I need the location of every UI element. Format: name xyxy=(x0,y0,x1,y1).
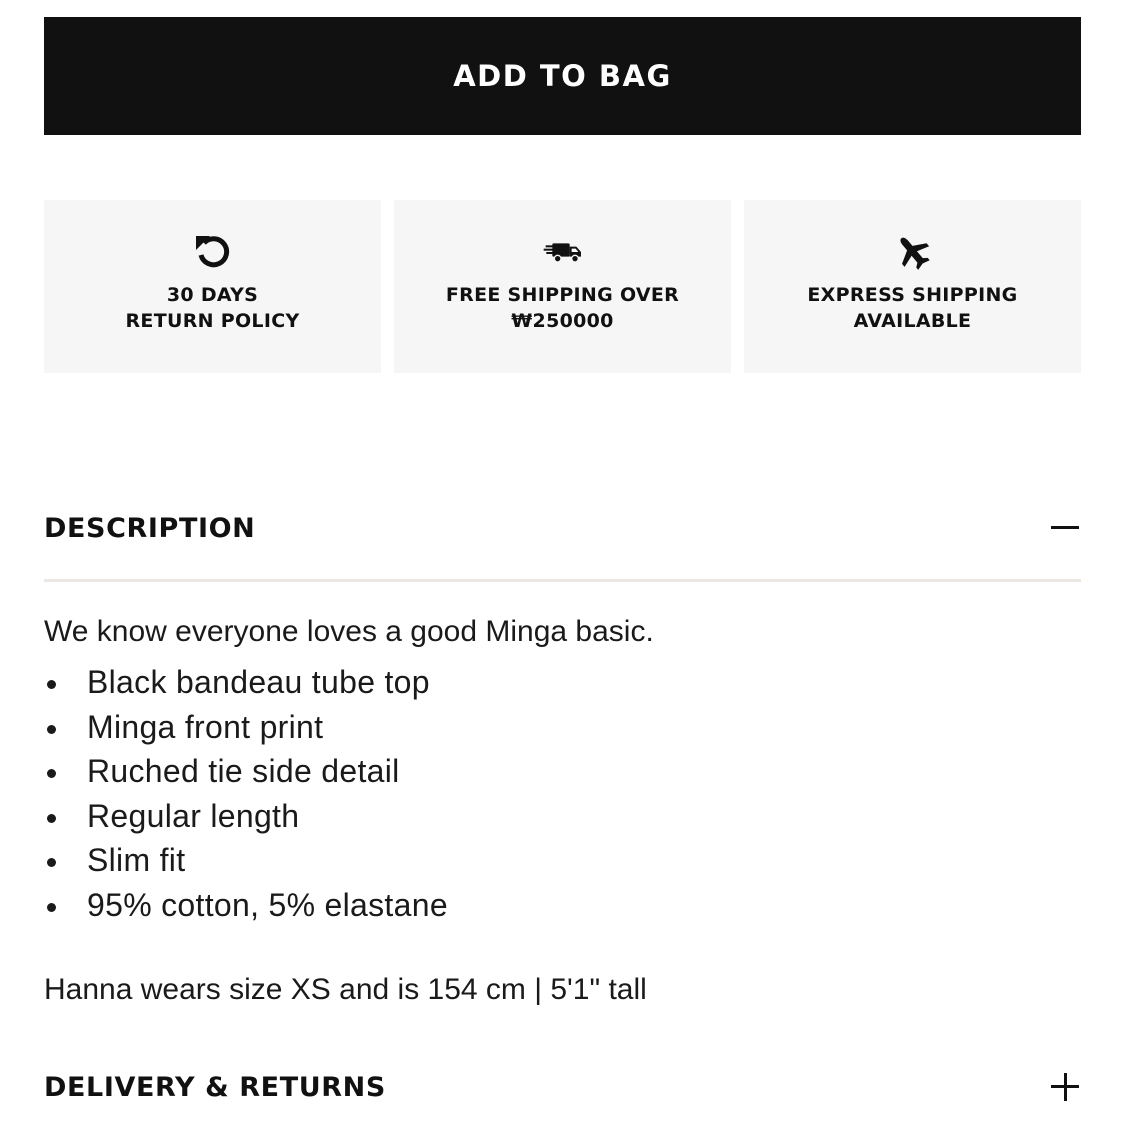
model-size-info: Hanna wears size XS and is 154 cm | 5'1" tall xyxy=(44,973,647,1006)
feature-return-policy xyxy=(44,200,381,373)
feature-express-shipping xyxy=(744,200,1081,373)
minus-icon[interactable] xyxy=(1049,512,1081,544)
list-item xyxy=(44,660,448,705)
list-item-text: Minga front print xyxy=(87,708,324,745)
feature-label: EXPRESS SHIPPING AVAILABLE xyxy=(807,284,1018,332)
feature-free-shipping xyxy=(394,200,731,373)
bullet-icon xyxy=(47,814,56,823)
airplane-icon xyxy=(893,232,933,272)
features-row xyxy=(44,200,1081,373)
list-item xyxy=(44,883,448,928)
feature-label: 30 DAYS RETURN POLICY xyxy=(125,284,300,332)
list-item-text: 95% cotton, 5% elastane xyxy=(87,886,448,923)
description-title: DESCRIPTION xyxy=(44,512,256,544)
bullet-icon xyxy=(47,858,56,867)
list-item-text: Regular length xyxy=(87,797,300,834)
list-item-text: Black bandeau tube top xyxy=(87,664,430,700)
description-intro: We know everyone loves a good Minga basic. xyxy=(44,615,654,648)
bullet-icon xyxy=(47,725,56,734)
feature-label: FREE SHIPPING OVER ₩250000 xyxy=(445,284,680,332)
delivery-truck-icon xyxy=(543,232,583,272)
list-item xyxy=(44,749,448,794)
delivery-returns-header[interactable] xyxy=(44,1062,1081,1112)
add-to-bag-button[interactable]: ADD TO BAG xyxy=(44,17,1081,135)
list-item xyxy=(44,705,448,750)
plus-icon[interactable] xyxy=(1049,1071,1081,1103)
list-item-text: Slim fit xyxy=(87,842,186,878)
divider xyxy=(44,579,1081,582)
bullet-icon xyxy=(47,903,56,912)
list-item-text: Ruched tie side detail xyxy=(87,753,400,789)
list-item xyxy=(44,794,448,839)
bullet-icon xyxy=(47,680,56,689)
delivery-returns-title: DELIVERY & RETURNS xyxy=(44,1071,386,1103)
description-header[interactable] xyxy=(44,503,1081,553)
bullet-icon xyxy=(47,769,56,778)
description-bullets xyxy=(44,660,448,927)
list-item xyxy=(44,838,448,883)
return-icon xyxy=(193,232,233,272)
